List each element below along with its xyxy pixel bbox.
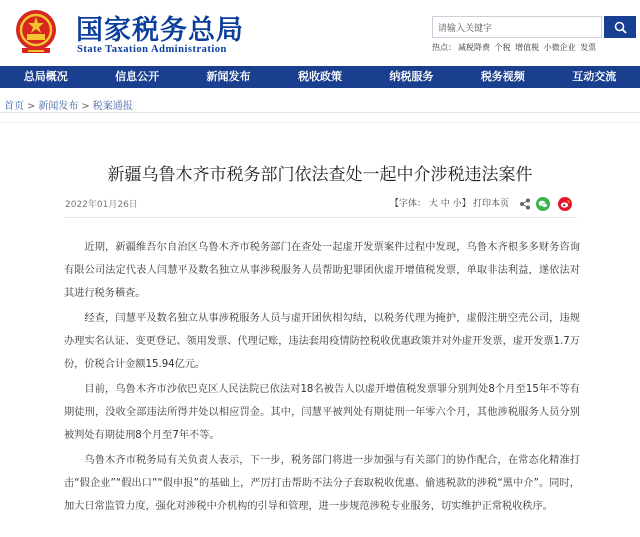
hot-keyword[interactable]: 个税 (494, 43, 511, 52)
site-logo-chinese[interactable]: 国家税务总局 (76, 15, 244, 46)
font-size-controls (390, 196, 471, 209)
font-label: 【字体： (390, 199, 427, 209)
breadcrumb-home[interactable]: 首页 (4, 101, 24, 112)
site-header (0, 0, 640, 66)
breadcrumb-separator: > (27, 101, 36, 112)
title-divider (64, 217, 577, 218)
nav-item-news[interactable]: 新闻发布 (206, 70, 251, 83)
article-body (64, 236, 580, 520)
breadcrumb-news[interactable]: 新闻发布 (38, 101, 79, 112)
hot-keyword[interactable]: 增值税 (515, 43, 540, 52)
article-paragraph: 经查，闫慧平及数名独立从事涉税服务人员与虚开团伙相勾结，以税务代理为掩护，虚假注册空壳公司，违规办理实名认证、变更登记、领用发票、代理记账，违法套用疫情防控税收优惠政策并对外虚开发票，虚开发票1.7万份，价税合计金额15.94亿元。 (64, 313, 580, 370)
article-paragraph: 乌鲁木齐市税务局有关负责人表示，下一步，税务部门将进一步加强与有关部门的协作配合，在常态化精准打击“假企业”“假出口”“假申报”的基础上，严厉打击帮助不法分子套取税收优惠、偷逃税款的涉税“黑中介”。同时，加大日常监管力度，强化对涉税中介机构的引导和管理，进一步规范涉税专业服务，切实维护正常税收秩序。 (64, 455, 580, 512)
nav-item-tax-policy[interactable]: 税收政策 (297, 70, 342, 83)
divider (0, 112, 640, 113)
article-title: 新疆乌鲁木齐市税务部门依法查处一起中介涉税违法案件 (107, 165, 533, 185)
print-button[interactable] (473, 196, 509, 209)
font-medium-button[interactable]: 中 (440, 199, 450, 209)
nav-item-video[interactable]: 税务视频 (480, 70, 525, 83)
print-label: 打印本页 (473, 199, 510, 209)
hot-label: 热点： (432, 43, 456, 52)
breadcrumb-tax-cases[interactable]: 税案通报 (92, 101, 133, 112)
nav-item-info-disclosure[interactable]: 信息公开 (115, 70, 160, 83)
weibo-share-icon[interactable] (558, 196, 572, 210)
national-emblem-icon[interactable] (14, 8, 58, 56)
font-label-close: 】 (461, 199, 471, 209)
hot-keyword[interactable]: 减税降费 (458, 43, 490, 52)
site-logo-english[interactable]: State Taxation Administration (77, 44, 227, 55)
search-button[interactable] (604, 16, 636, 38)
main-nav (0, 66, 640, 88)
article-paragraph: 近期，新疆维吾尔自治区乌鲁木齐市税务部门在查处一起虚开发票案件过程中发现，乌鲁木齐根多多财务咨询有限公司法定代表人闫慧平及数名独立从事涉税服务人员帮助犯罪团伙虚开增值税发票，单取非法利益，遂依法对其进行税务稽查。 (64, 242, 580, 299)
search-input[interactable]: 请输入关键字 (432, 16, 602, 38)
hot-keywords (432, 42, 638, 53)
nav-item-taxpayer-service[interactable]: 纳税服务 (389, 70, 434, 83)
search-icon (614, 21, 627, 34)
breadcrumb (4, 97, 133, 112)
nav-item-interaction[interactable]: 互动交流 (572, 70, 617, 83)
article-date: 2022年01月26日 (65, 200, 138, 210)
font-small-button[interactable]: 小 (452, 199, 462, 209)
share-more-icon[interactable] (518, 196, 532, 210)
font-large-button[interactable]: 大 (428, 199, 438, 209)
breadcrumb-separator: > (81, 101, 90, 112)
hot-keyword[interactable]: 发票 (580, 43, 597, 52)
nav-item-overview[interactable]: 总局概况 (23, 70, 68, 83)
wechat-share-icon[interactable] (536, 196, 550, 210)
hot-keyword[interactable]: 小微企业 (543, 43, 576, 52)
article-paragraph: 目前，乌鲁木齐市沙依巴克区人民法院已依法对18名被告人以虚开增值税发票罪分别判处8个月至15年不等有期徒刑，没收全部违法所得并处以相应罚金。其中，闫慧平被判处有期徒刑一年零六个月，其他涉税服务人员分别被判处有期徒刑8个月至7年不等。 (64, 384, 580, 441)
